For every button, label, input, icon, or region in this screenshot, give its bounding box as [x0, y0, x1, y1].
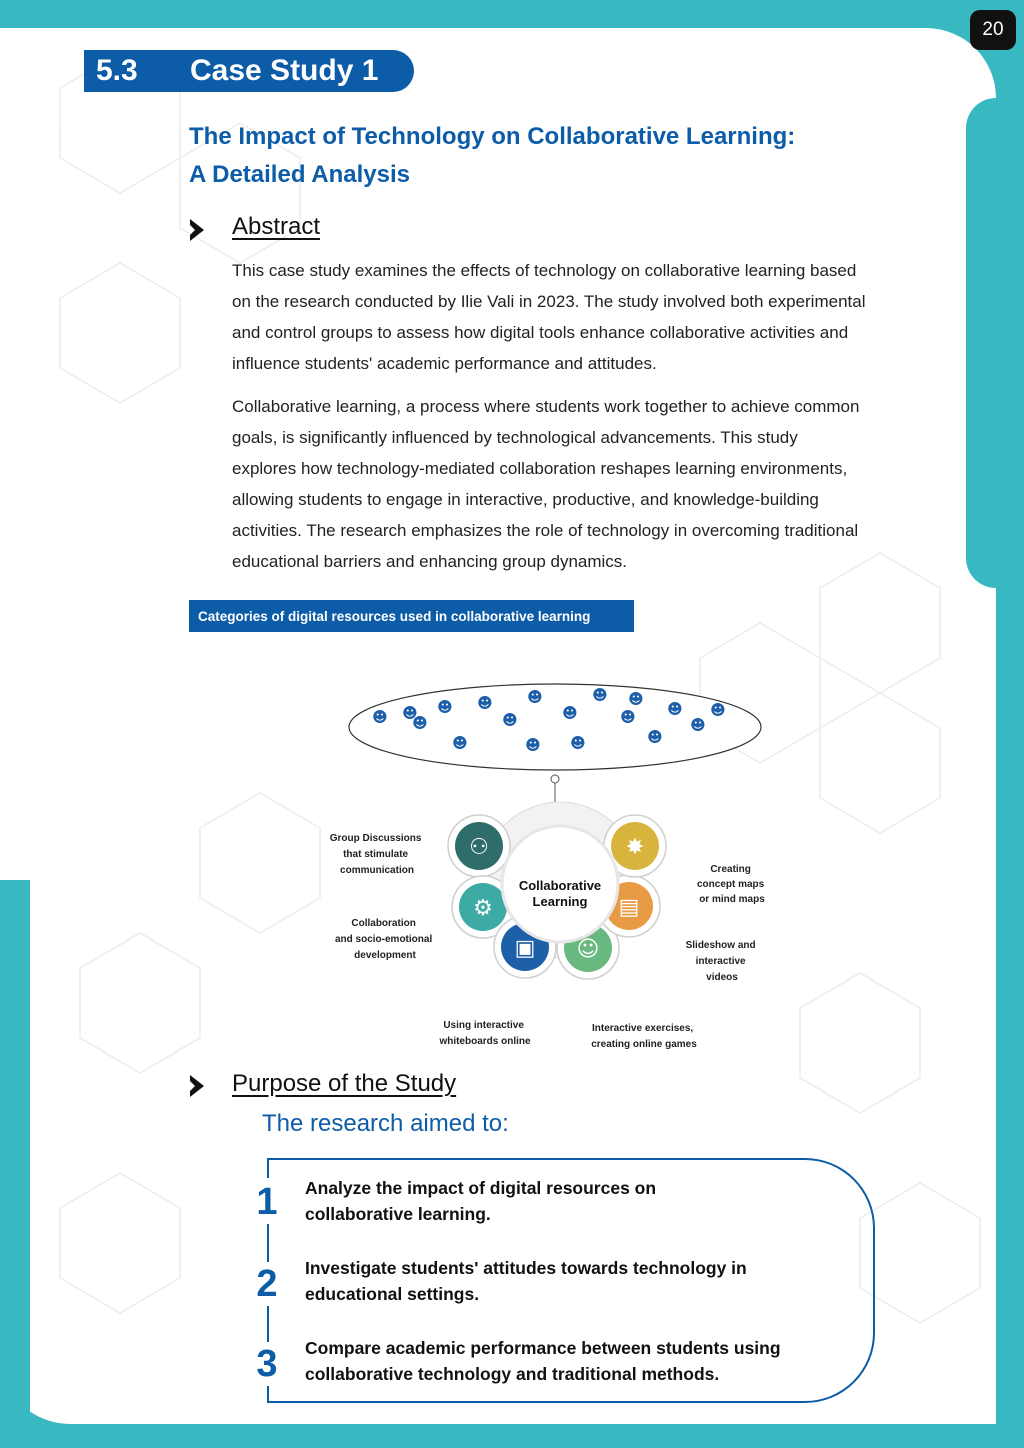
text-line: influence students' academic performance and attitudes. — [232, 354, 657, 373]
people-group-icon: ☻ — [710, 701, 726, 719]
list-frame-left — [267, 1304, 269, 1344]
center-label-1: Collaborative — [518, 878, 602, 893]
list-frame-left — [267, 1222, 269, 1266]
text-line: This case study examines the effects of technology on collaborative learning based — [232, 261, 857, 280]
svg-text:▤: ▤ — [618, 895, 640, 920]
people-group-icon: ☻ — [452, 734, 468, 752]
list-number: 3 — [250, 1342, 284, 1386]
page-number: 20 — [970, 10, 1016, 50]
label-slideshow: Slideshow and interactive videos — [685, 940, 756, 983]
people-group-icon: ☻ — [402, 704, 418, 722]
list-number: 1 — [250, 1180, 284, 1224]
arrow-bullet-icon — [190, 219, 204, 241]
list-frame-left — [267, 1158, 269, 1178]
people-group-icon: ☻ — [570, 734, 586, 752]
list-item-line: Compare academic performance between students using — [305, 1338, 781, 1358]
label-exercises: Interactive exercises, creating online games — [591, 1023, 697, 1050]
people-group-icon: ☻ — [628, 690, 644, 708]
text-line: goals, is significantly influenced by technological advancements. This study — [232, 428, 798, 447]
list-item-line: collaborative technology and traditional methods. — [305, 1364, 720, 1384]
abstract-paragraph-2 — [232, 391, 972, 577]
arrow-bullet-icon — [190, 1075, 204, 1097]
people-group-icon: ☻ — [690, 716, 706, 734]
label-whiteboards: Using interactive whiteboards online — [439, 1020, 531, 1047]
purpose-subheading: The research aimed to: — [262, 1110, 509, 1137]
teal-edge-accent-left — [0, 880, 30, 1440]
abstract-paragraph-1 — [232, 255, 972, 379]
figure-caption: Categories of digital resources used in collaborative learning — [189, 600, 634, 632]
list-item — [305, 1175, 865, 1227]
text-line: on the research conducted by Ilie Vali in 2023. The study involved both experimental — [232, 292, 866, 311]
text-line: and control groups to assess how digital tools enhance collaborative activities and — [232, 323, 849, 342]
people-group-icon: ☻ — [372, 708, 388, 726]
section-title: Case Study 1 — [190, 54, 379, 87]
title-line-1: The Impact of Technology on Collaborative Learning: — [189, 123, 796, 150]
section-header — [84, 50, 414, 92]
people-group-icon: ☻ — [437, 698, 453, 716]
svg-text:⚇: ⚇ — [469, 835, 489, 860]
people-group-icon: ☻ — [477, 694, 493, 712]
list-item-line: collaborative learning. — [305, 1204, 491, 1224]
people-group-icon: ☻ — [502, 711, 518, 729]
text-line: activities. The research emphasizes the role of technology in overcoming traditional — [232, 521, 859, 540]
people-group-icon: ☻ — [592, 686, 608, 704]
people-group-icon: ☻ — [527, 688, 543, 706]
people-group-icon: ☻ — [562, 704, 578, 722]
svg-text:☺: ☺ — [576, 937, 600, 962]
text-line: explores how technology-mediated collaboration reshapes learning environments, — [232, 459, 848, 478]
list-item — [305, 1335, 865, 1387]
list-item — [305, 1255, 865, 1307]
text-line: Collaborative learning, a process where students work together to achieve common — [232, 397, 860, 416]
list-item-line: Investigate students' attitudes towards technology in — [305, 1258, 747, 1278]
svg-text:⚙: ⚙ — [473, 896, 493, 921]
label-socio-emotional: Collaboration and socio-emotional development — [334, 918, 433, 961]
page-title — [189, 118, 889, 194]
list-item-line: educational settings. — [305, 1284, 480, 1304]
people-group-icon: ☻ — [525, 736, 541, 754]
center-label-2: Learning — [532, 894, 588, 909]
purpose-heading: Purpose of the Study — [232, 1070, 457, 1097]
people-group-icon: ☻ — [667, 700, 683, 718]
text-line: allowing students to engage in interactive, productive, and knowledge-building — [232, 490, 819, 509]
people-group-icon: ☻ — [620, 708, 636, 726]
list-item-line: Analyze the impact of digital resources on — [305, 1178, 657, 1198]
list-number: 2 — [250, 1262, 284, 1306]
label-concept-maps: Creating concept maps or mind maps — [696, 864, 765, 905]
section-number: 5.3 — [96, 54, 138, 87]
abstract-heading: Abstract — [232, 213, 321, 240]
svg-text:▣: ▣ — [514, 936, 536, 961]
list-frame-left — [267, 1384, 269, 1403]
text-line: educational barriers and enhancing group dynamics. — [232, 552, 628, 571]
collaborative-learning-diagram — [320, 680, 780, 1060]
connector-dot — [551, 775, 559, 783]
svg-text:✸: ✸ — [625, 835, 645, 860]
group-discussions-icon — [448, 815, 510, 877]
label-group-discussions: Group Discussions that stimulate communication — [329, 833, 422, 876]
title-line-2: A Detailed Analysis — [189, 161, 410, 188]
people-group-icon: ☻ — [647, 728, 663, 746]
people-group-icon: ☻ — [412, 714, 428, 732]
